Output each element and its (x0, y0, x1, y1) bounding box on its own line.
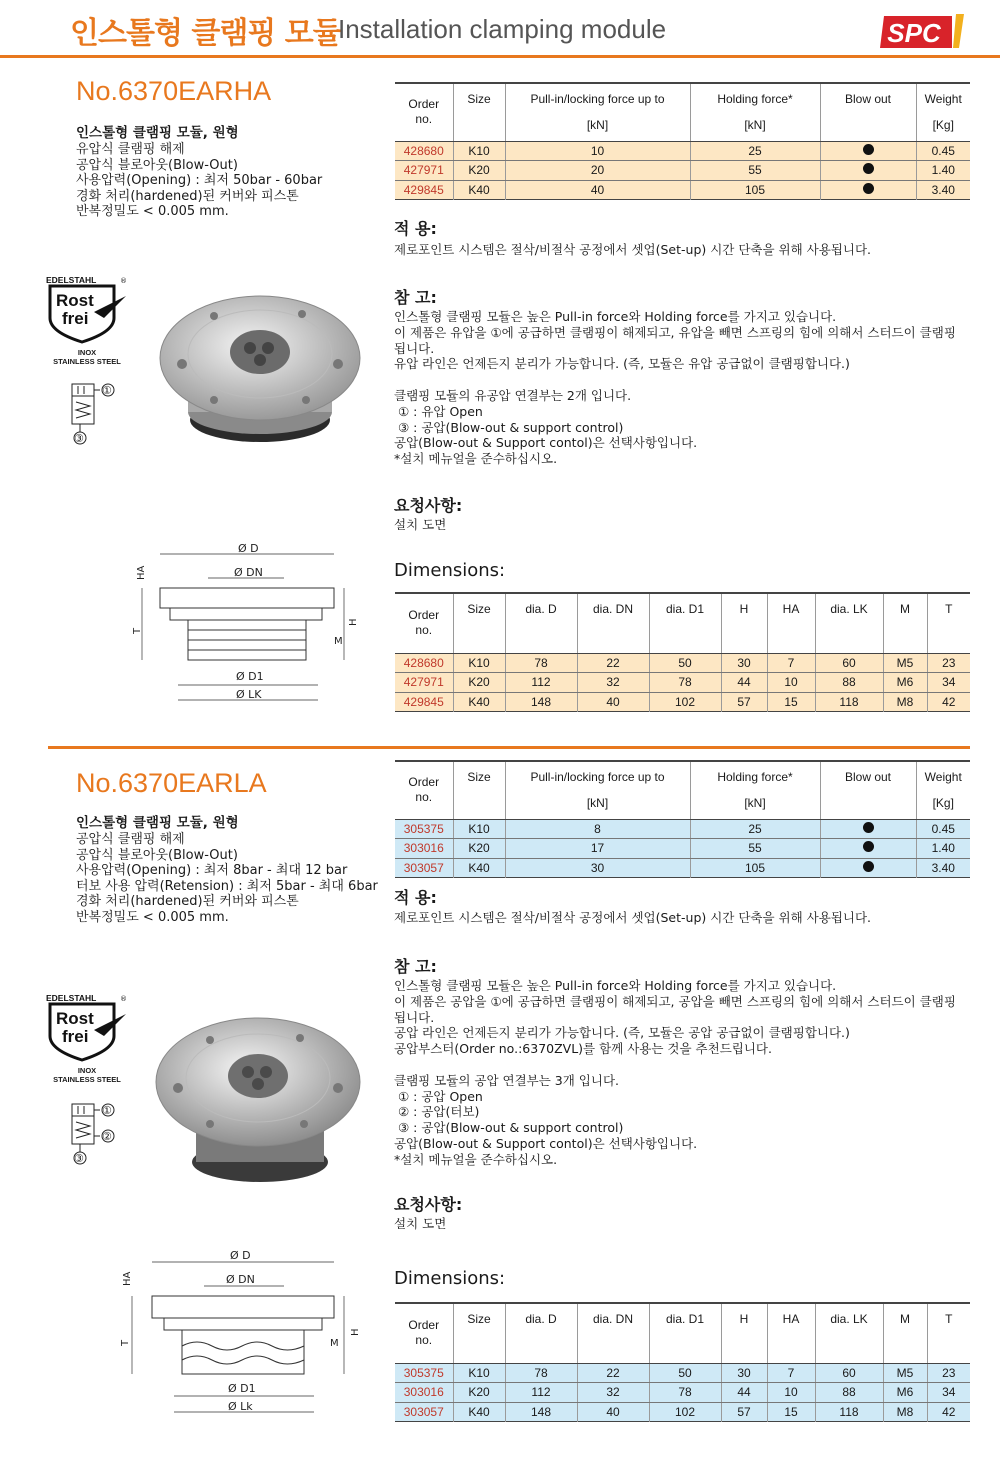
col-order: Order no. (395, 83, 453, 141)
subtitle: 인스톨형 클램핑 모듈, 원형 (76, 815, 239, 831)
table-row: 303016 K20 17 55 1.40 (395, 839, 970, 859)
force-table: Order no. Size Pull-in/locking force up to [kN] Holding force* [kN] Blow out Weight [Kg] 305375 K10 8 25 0.45 303016 K20 17 55 1.40 303057 K40 30 105 3.40 (395, 760, 970, 878)
page-title-en: Installation clamping module (338, 14, 667, 44)
rost-top: EDELSTAHL (46, 993, 97, 1003)
dim-m: M (330, 1338, 339, 1349)
request-text: 설치 도면 (394, 1216, 447, 1231)
apply-text: 제로포인트 시스템은 절삭/비절삭 공정에서 셋업(Set-up) 시간 단축을 위해 사용됩니다. (394, 242, 872, 257)
spec-list: 유압식 클램핑 해제 공압식 블로아웃(Blow-Out) 사용압력(Opening) : 최저 50bar - 60bar 경화 처리(hardened)된 커버와 피스톤 반복정밀도 < 0.005 mm. (76, 142, 323, 219)
rost-frei-badge (46, 274, 128, 366)
blow-out-dot-icon (863, 822, 874, 833)
spec-list: 공압식 클램핑 해제 공압식 블로아웃(Blow-Out) 사용압력(Opening) : 최저 8bar - 최대 12 bar 터보 사용 압력(Retension) : 최저 5bar - 최대 6bar 경화 처리(hardened)된 커버와 피스톤 반복정밀도 < 0.005 mm. (76, 832, 378, 925)
force-table (395, 82, 970, 200)
rost-w1: Rost (56, 1009, 94, 1028)
table-row: 305375 K10 8 25 0.45 (395, 819, 970, 839)
port-1: ① (102, 1104, 112, 1117)
apply-text: 제로포인트 시스템은 절삭/비절삭 공정에서 셋업(Set-up) 시간 단축을 위해 사용됩니다. (394, 910, 872, 925)
dim-d: Ø D (230, 1249, 251, 1262)
dim-dn: Ø DN (226, 1273, 255, 1286)
rost-frei-shield-icon (46, 274, 128, 344)
dim-h: H (348, 618, 359, 626)
blow-out-dot-icon (863, 163, 874, 174)
dim-t: T (132, 627, 143, 634)
dim-lk: Ø Lk (228, 1400, 253, 1413)
table-row: 427971 K20 20 55 1.40 (395, 161, 970, 181)
dim-h: H (350, 1328, 361, 1336)
table-row: 429845 K40 40 105 3.40 (395, 180, 970, 200)
dim-ha: HA (122, 1271, 133, 1286)
rost-frei-shield-icon (46, 992, 128, 1062)
dim-d: Ø D (238, 542, 259, 555)
blow-out-dot-icon (863, 183, 874, 194)
pneumatic-symbol-icon (62, 1100, 122, 1180)
table-row: 427971 K20 112 32 78 44 10 88 M6 34 (395, 673, 970, 693)
port-3: ③ (74, 1152, 84, 1165)
blow-out-dot-icon (863, 841, 874, 852)
blow-out-dot-icon (863, 144, 874, 155)
hydraulic-symbol-icon (62, 380, 122, 460)
apply-heading: 적 용: (394, 219, 437, 238)
table-row: 303057 K40 30 105 3.40 (395, 858, 970, 878)
dimension-drawing (128, 540, 364, 710)
col-blow: Blow out (820, 83, 916, 141)
page-title-ko: 인스톨형 클램핑 모듈 (70, 16, 341, 51)
dim-lk: Ø LK (236, 688, 262, 701)
model-number: No.6370EARLA (76, 768, 267, 798)
col-hold: Holding force* [kN] (690, 83, 820, 141)
inox-label: INOX STAINLESS STEEL (53, 1066, 121, 1084)
table-row: 428680 K10 10 25 0.45 (395, 141, 970, 161)
spc-logo-text: SPC (887, 18, 941, 48)
dimensions-heading: Dimensions: (394, 1268, 506, 1289)
col-pull: Pull-in/locking force up to [kN] (505, 83, 690, 141)
rost-w2: frei (62, 309, 89, 328)
col-size: Size (453, 83, 505, 141)
table-row: 303057 K40 148 40 102 57 15 118 M8 42 (395, 1402, 970, 1422)
note-text: 인스톨형 클램핑 모듈은 높은 Pull-in force와 Holding force를 가지고 있습니다. 이 제품은 공압을 ①에 공급하면 클램핑이 해제되고, 공압을 빼면 스프링의 힘에 의해서 스터드이 클램핑 됩니다. 공압 라인은 언제든지 분리가 가능합니다. (즉, 모듈은 공압 공급없이 클램핑합니다.) 공압부스터(Order no.:6370ZVL)를 함께 사용는 것을 추천드립니다. 클램핑 모듈의 공압 연결부는 3개 입니다. ① : 공압 Open ② : 공압(터보) ③ : 공압(Blow-out & support control) 공압(Blow-out & Support contol)은 선택사항입니다. *설치 메뉴얼을 준수하십시오. (394, 978, 956, 1167)
request-text: 설치 도면 (394, 517, 447, 532)
rost-w1: Rost (56, 291, 94, 310)
port-1: ① (102, 384, 112, 397)
product-image (150, 1010, 364, 1190)
blow-out-dot-icon (863, 861, 874, 872)
port-2: ② (102, 1130, 112, 1143)
dim-ha: HA (136, 565, 147, 580)
rost-reg: ® (120, 277, 127, 285)
note-heading: 참 고: (394, 288, 437, 307)
dim-m: M (334, 636, 343, 647)
spc-logo (880, 10, 966, 52)
rost-frei-badge (46, 992, 128, 1084)
dim-d1: Ø D1 (236, 670, 264, 683)
dimensions-table: Order no. Size dia. D dia. DN dia. D1 H HA dia. LK M T 305375 K10 78 22 50 30 7 60 M5 23 303016 K20 112 32 78 44 10 88 M6 34 303057 K40 148 40 102 57 15 118 M8 42 (395, 1302, 970, 1422)
table-row: 303016 K20 112 32 78 44 10 88 M6 34 (395, 1383, 970, 1403)
apply-heading: 적 용: (394, 888, 437, 907)
rost-w2: frei (62, 1027, 89, 1046)
subtitle: 인스톨형 클램핑 모듈, 원형 (76, 125, 239, 141)
inox-label: INOX STAINLESS STEEL (53, 348, 121, 366)
rost-reg: ® (120, 995, 127, 1003)
table-row: 305375 K10 78 22 50 30 7 60 M5 23 (395, 1363, 970, 1383)
dim-dn: Ø DN (234, 566, 263, 579)
col-weight: Weight [Kg] (916, 83, 970, 141)
note-text: 인스톨형 클램핑 모듈은 높은 Pull-in force와 Holding force를 가지고 있습니다. 이 제품은 유압을 ①에 공급하면 클램핑이 해제되고, 유압을 빼면 스프링의 힘에 의해서 스터드이 클램핑 됩니다. 유압 라인은 언제든지 분리가 가능합니다. (즉, 모듈은 유압 공급없이 클램핑합니다.) 클램핑 모듈의 유공압 연결부는 2개 입니다. ① : 유압 Open ③ : 공압(Blow-out & support control) 공압(Blow-out & Support contol)은 선택사항입니다. *설치 메뉴얼을 준수하십시오. (394, 309, 956, 467)
dim-d1: Ø D1 (228, 1382, 256, 1395)
dimensions-heading: Dimensions: (394, 560, 506, 581)
dimensions-table: Order no. Size dia. D dia. DN dia. D1 H HA dia. LK M T 428680 K10 78 22 50 30 7 60 M5 23 427971 K20 112 32 78 44 10 88 M6 34 429845 K40 148 40 102 57 15 118 M8 42 (395, 592, 970, 712)
request-heading: 요청사항: (394, 1195, 463, 1214)
table-row: 429845 K40 148 40 102 57 15 118 M8 42 (395, 692, 970, 712)
section-divider (48, 746, 970, 749)
rost-top: EDELSTAHL (46, 275, 97, 285)
dim-t: T (120, 1339, 131, 1346)
request-heading: 요청사항: (394, 496, 463, 515)
header-divider (0, 55, 1000, 58)
table-row: 428680 K10 78 22 50 30 7 60 M5 23 (395, 653, 970, 673)
dimension-drawing (112, 1246, 364, 1418)
model-number: No.6370EARHA (76, 76, 272, 106)
port-3: ③ (74, 432, 84, 445)
product-image (152, 288, 364, 460)
note-heading: 참 고: (394, 957, 437, 976)
